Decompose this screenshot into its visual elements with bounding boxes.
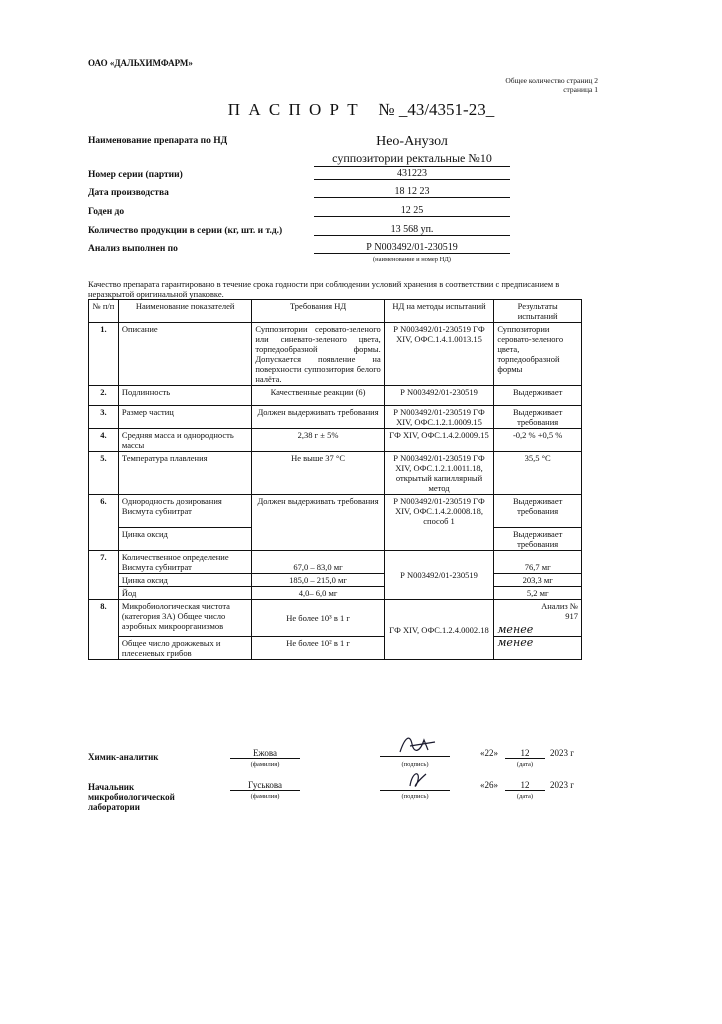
table-row: 1. Описание Суппозитории серовато-зеленого или синевато-зеленого цвета, торпедообразной формы. Допускается появление на поверхности суппозитория белого налёта. Р N003492/01-230519 ГФ XIV, ОФС.1.4.1.0013.15 Суппозитории серовато-зеленого цвета, торпедообразной формы xyxy=(89,323,582,386)
table-row: Цинка оксид Выдерживает требования xyxy=(89,528,582,551)
header-results: Результаты испытаний xyxy=(494,300,582,323)
qty-label: Количество продукции в серии (кг, шт. и т.д.) xyxy=(88,226,283,236)
test-results-table xyxy=(88,299,582,660)
batch-label: Номер серии (партии) xyxy=(88,170,183,180)
handwritten-mark: менее xyxy=(497,623,534,636)
table-row: 5. Температура плавления Не выше 37 °С Р N003492/01-230519 ГФ XIV, ОФС.1.2.1.0011.18, открытый капиллярный метод 35,5 °С xyxy=(89,452,582,495)
company-name: ОАО «ДАЛЬХИМФАРМ» xyxy=(88,58,193,68)
qty-value: 13 568 уп. xyxy=(314,224,510,236)
expiry-label: Годен до xyxy=(88,207,125,217)
chemist-date-caption: (дата) xyxy=(516,761,534,768)
analysis-number-note: Анализ № 917 xyxy=(541,601,578,621)
head-year: 2023 г xyxy=(550,780,574,790)
table-row: 4. Средняя масса и однородность массы 2,38 г ± 5% ГФ XIV, ОФС.1.4.2.0009.15 -0,2 % +0,5 % xyxy=(89,429,582,452)
drug-label: Наименование препарата по НД xyxy=(88,136,228,146)
chemist-signature xyxy=(380,732,450,757)
table-row: 6. Однородность дозирования Висмута субнитрат Должен выдерживать требования Р N003492/01-230519 ГФ XIV, ОФС.1.4.2.0008.18, способ 1 Выдерживает требования xyxy=(89,495,582,528)
date-value: 18 12 23 xyxy=(314,186,510,198)
head-signature xyxy=(380,766,450,791)
handwritten-mark: менее xyxy=(497,636,534,649)
chemist-sign-caption: (подпись) xyxy=(401,761,429,768)
head-month: 12 xyxy=(505,780,545,791)
drug-name: Нео-Анузол xyxy=(376,134,448,149)
quality-guarantee: Качество препарата гарантировано в течение срока годности при соблюдении условий хранения в соответствии с предписанием в неразкрытой оригинальной упаковке. xyxy=(88,279,560,299)
page-total: Общее количество страниц 2 xyxy=(505,76,598,85)
chemist-year: 2023 г xyxy=(550,748,574,758)
analysis-value: Р N003492/01-230519 xyxy=(314,242,510,254)
passport-number: № _43/4351-23_ xyxy=(378,100,495,119)
header-requirements: Требования НД xyxy=(252,300,384,323)
table-row: 2. Подлинность Качественные реакции (6) Р N003492/01-230519 Выдерживает xyxy=(89,386,582,406)
head-name: Гуськова xyxy=(230,780,300,791)
title-word: П А С П О Р Т xyxy=(227,100,360,119)
signature-icon xyxy=(380,766,450,790)
expiry-value: 12 25 xyxy=(314,205,510,217)
chemist-day: «22» xyxy=(480,748,498,758)
table-row: Общее число дрожжевых и плесеневых грибов Не более 10² в 1 г менее xyxy=(89,637,582,660)
header-number: № п/п xyxy=(89,300,119,323)
head-sign-caption: (подпись) xyxy=(401,793,429,800)
table-row: Цинка оксид 185,0 – 215,0 мг 203,3 мг xyxy=(89,574,582,587)
analysis-note: (наименование и номер НД) xyxy=(373,256,451,263)
drug-form: суппозитории ректальные №10 xyxy=(314,151,510,167)
passport-title xyxy=(0,100,722,120)
head-date-caption: (дата) xyxy=(516,793,534,800)
head-role: Начальник микробиологической лаборатории xyxy=(88,782,175,812)
table-row: 3. Размер частиц Должен выдерживать требования Р N003492/01-230519 ГФ XIV, ОФС.1.2.1.0009.15 Выдерживает требования xyxy=(89,406,582,429)
table-row: 8. Микробиологическая чистота (категория 3А) Общее число аэробных микроорганизмов Не более 10³ в 1 г ГФ XIV, ОФС.1.2.4.0002.18 Анализ № 917 менее xyxy=(89,600,582,637)
table-row: 7. Количественное определение Висмута субнитрат 67,0 – 83,0 мг Р N003492/01-230519 76,7 мг xyxy=(89,551,582,574)
header-methods: НД на методы испытаний xyxy=(384,300,494,323)
batch-value: 431223 xyxy=(314,168,510,180)
table-header xyxy=(89,300,582,323)
page-current: страница 1 xyxy=(563,85,598,94)
signature-icon xyxy=(380,732,450,756)
table-row: Йод 4,0– 6,0 мг 5,2 мг xyxy=(89,587,582,600)
analysis-label: Анализ выполнен по xyxy=(88,244,178,254)
head-day: «26» xyxy=(480,780,498,790)
chemist-name-caption: (фамилия) xyxy=(250,761,280,768)
date-label: Дата производства xyxy=(88,188,169,198)
head-name-caption: (фамилия) xyxy=(250,793,280,800)
header-indicator: Наименование показателей xyxy=(118,300,251,323)
chemist-role: Химик-аналитик xyxy=(88,752,159,762)
chemist-month: 12 xyxy=(505,748,545,759)
page-count xyxy=(505,76,598,94)
chemist-name: Ежова xyxy=(230,748,300,759)
